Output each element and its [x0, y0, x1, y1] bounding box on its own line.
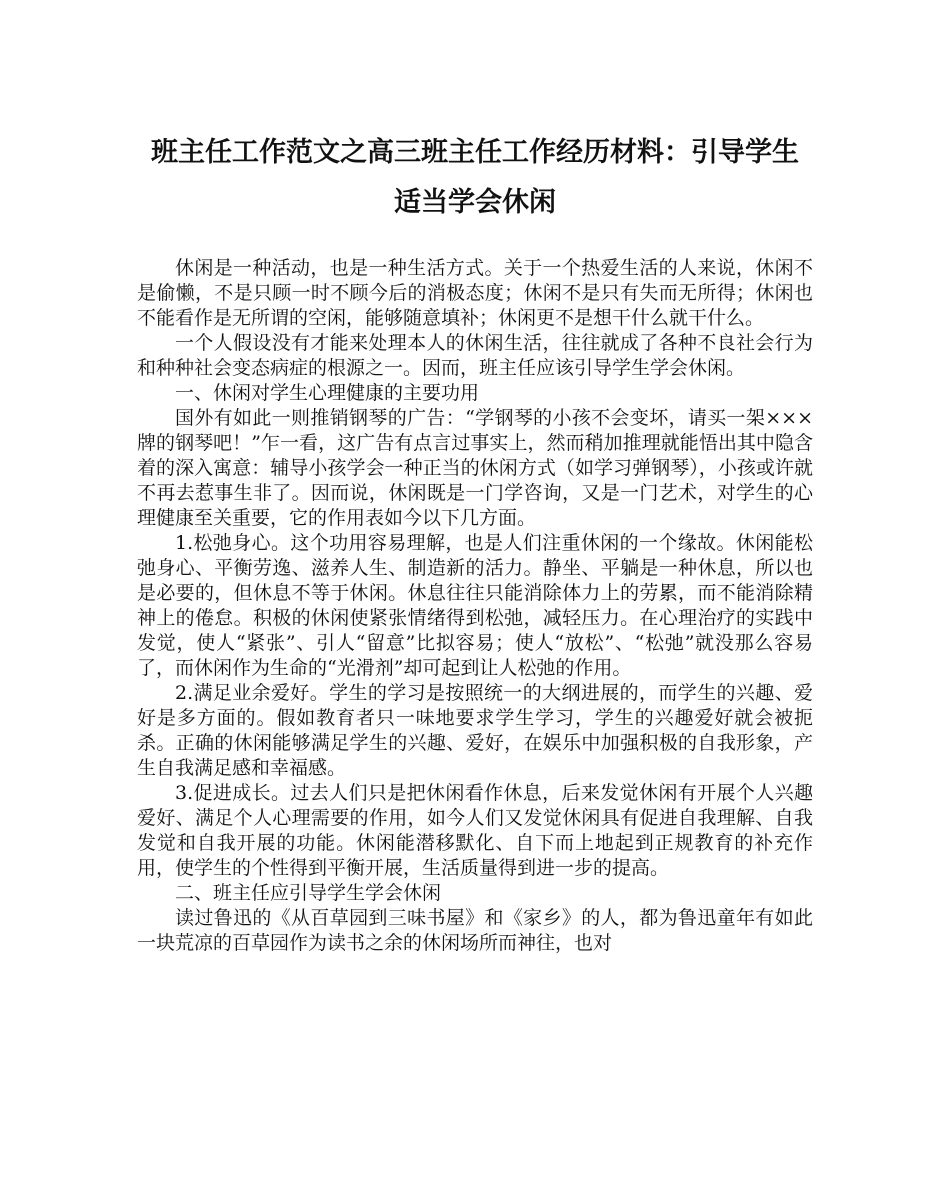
paragraph: 3.促进成长。过去人们只是把休闲看作休息，后来发觉休闲有开展个人兴趣爱好、满足个人心理需要的作用，如今人们又发觉休闲具有促进自我理解、自我发觉和自我开展的功能。休闲能潜移默化、自下而上地起到正规教育的补充作用，使学生的个性得到平衡开展，生活质量得到进一步的提高。	[137, 782, 813, 879]
title-line-1: 班主任工作范文之高三班主任工作经历材料：引导学生	[151, 137, 799, 168]
title-line-2: 适当学会休闲	[394, 187, 556, 218]
section-heading: 一、休闲对学生心理健康的主要功用	[175, 382, 480, 404]
section-heading: 二、班主任应引导学生学会休闲	[175, 882, 442, 904]
paragraph: 国外有如此一则推销钢琴的广告：“学钢琴的小孩不会变坏，请买一架×××牌的钢琴吧！”乍一看，这广告有点言过事实上，然而稍加推理就能悟出其中隐含着的深入寓意：辅导小孩学会一种正当的休闲方式（如学习弹钢琴），小孩或许就不再去惹事生非了。因而说，休闲既是一门学咨询，又是一门艺术，对学生的心理健康至关重要，它的作用表如今以下几方面。	[137, 407, 813, 529]
document-title	[130, 128, 820, 228]
paragraph: 1.松弛身心。这个功用容易理解，也是人们注重休闲的一个缘故。休闲能松弛身心、平衡劳逸、滋养人生、制造新的活力。静坐、平躺是一种休息，所以也是必要的，但休息不等于休闲。休息往往只能消除体力上的劳累，而不能消除精神上的倦怠。积极的休闲使紧张情绪得到松弛，减轻压力。在心理治疗的实践中发觉，使人“紧张”、引人“留意”比拟容易；使人“放松”、“松弛”就没那么容易了，而休闲作为生命的“光滑剂”却可起到让人松弛的作用。	[137, 532, 813, 679]
paragraph: 读过鲁迅的《从百草园到三味书屋》和《家乡》的人，都为鲁迅童年有如此一块荒凉的百草园作为读书之余的休闲场所而神往，也对	[137, 907, 813, 954]
document-body	[137, 256, 813, 956]
paragraph: 休闲是一种活动，也是一种生活方式。关于一个热爱生活的人来说，休闲不是偷懒，不是只顾一时不顾今后的消极态度；休闲不是只有失而无所得；休闲也不能看作是无所谓的空闲，能够随意填补；休闲更不是想干什么就干什么。	[137, 257, 813, 329]
paragraph: 2.满足业余爱好。学生的学习是按照统一的大纲进展的，而学生的兴趣、爱好是多方面的。假如教育者只一味地要求学生学习，学生的兴趣爱好就会被扼杀。正确的休闲能够满足学生的兴趣、爱好，在娱乐中加强积极的自我形象，产生自我满足感和幸福感。	[137, 682, 813, 779]
paragraph: 一个人假设没有才能来处理本人的休闲生活，往往就成了各种不良社会行为和种种社会变态病症的根源之一。因而，班主任应该引导学生学会休闲。	[137, 332, 813, 379]
